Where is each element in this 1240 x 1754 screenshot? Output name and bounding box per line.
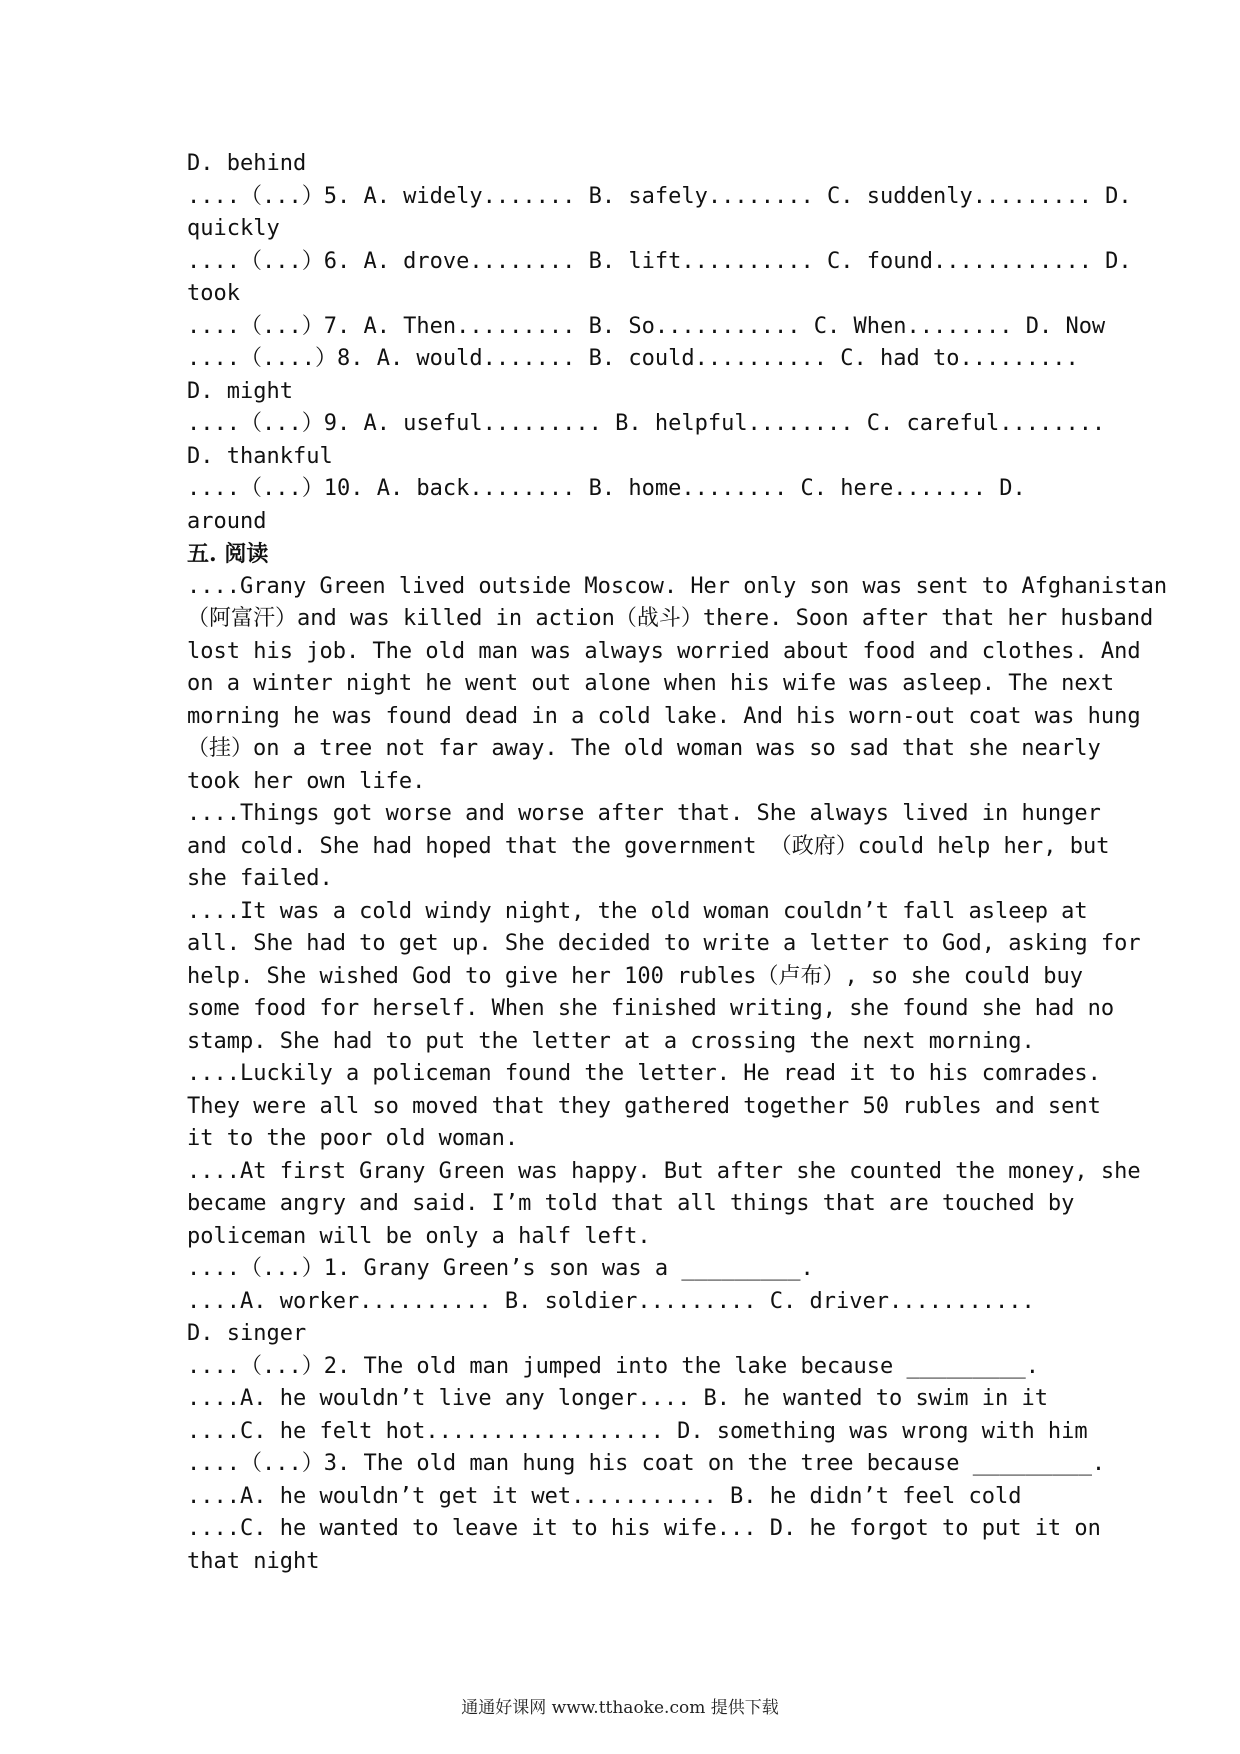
text-line: ....At first Grany Green was happy. But after she counted the money, she (187, 1158, 1141, 1184)
text-line: D. thankful (187, 443, 333, 469)
text-line: it to the poor old woman. (187, 1126, 519, 1151)
section-heading: 五. 阅读 (187, 541, 269, 567)
text-line: ....C. he felt hot.................. D. something was wrong with him (187, 1418, 1088, 1444)
text-line: ....Luckily a policeman found the letter. He read it to his comrades. (187, 1061, 1101, 1086)
text-line: ....（...）6. A. drove........ B. lift.......... C. found............ D. (187, 248, 1132, 274)
text-line: took (187, 281, 240, 306)
text-line: ....（....）8. A. would....... B. could.......... C. had to......... (187, 346, 1079, 371)
text-line: morning he was found dead in a cold lake. And his worn-out coat was hung (187, 703, 1141, 729)
text-line: quickly (187, 216, 280, 241)
text-line: ....（...）7. A. Then......... B. So........... C. When........ D. Now (187, 313, 1106, 339)
text-line: ....It was a cold windy night, the old woman couldn’t fall asleep at (187, 898, 1088, 924)
text-line: （阿富汗）and was killed in action（战斗）there. Soon after that her husband (187, 606, 1154, 631)
text-line: she failed. (187, 866, 333, 891)
text-line: D. behind (187, 151, 307, 176)
text-line: They were all so moved that they gathered together 50 rubles and sent (187, 1093, 1101, 1119)
text-line: lost his job. The old man was always worried about food and clothes. And (187, 638, 1141, 664)
text-line: D. singer (187, 1321, 307, 1346)
text-line: ....（...）10. A. back........ B. home........ C. here....... D. (187, 476, 1026, 501)
text-line: became angry and said. I’m told that all things that are touched by (187, 1191, 1075, 1216)
text-line: ....A. worker.......... B. soldier......... C. driver........... (187, 1288, 1035, 1314)
text-line: ....A. he wouldn’t live any longer.... B. he wanted to swim in it (187, 1386, 1048, 1411)
text-line: some food for herself. When she finished writing, she found she had no (187, 996, 1115, 1021)
text-line: help. She wished God to give her 100 rubles（卢布）, so she could buy (187, 963, 1083, 989)
text-line: stamp. She had to put the letter at a crossing the next morning. (187, 1028, 1035, 1054)
text-line: ....（...）1. Grany Green’s son was a _________. (187, 1256, 814, 1281)
text-line: around (187, 508, 267, 534)
text-line: all. She had to get up. She decided to write a letter to God, asking for (187, 931, 1141, 956)
text-line: policeman will be only a half left. (187, 1223, 651, 1249)
text-line: ....（...）5. A. widely....... B. safely........ C. suddenly......... D. (187, 183, 1132, 209)
page-footer: 通通好课网 www.tthaoke.com 提供下载 (461, 1698, 779, 1718)
text-line: took her own life. (187, 768, 426, 794)
text-line: ....（...）9. A. useful......... B. helpful........ C. careful........ (187, 411, 1106, 436)
text-line: D. might (187, 378, 293, 404)
text-line: ....C. he wanted to leave it to his wife... D. he forgot to put it on (187, 1516, 1101, 1541)
text-line: that night (187, 1548, 320, 1574)
text-line: and cold. She had hoped that the government （政府）could help her, but (187, 833, 1110, 859)
text-line: on a winter night he went out alone when his wife was asleep. The next (187, 671, 1115, 696)
document-body (187, 148, 1168, 1578)
text-line: ....Grany Green lived outside Moscow. Her only son was sent to Afghanistan (187, 573, 1168, 599)
text-line: ....（...）3. The old man hung his coat on the tree because _________. (187, 1451, 1106, 1476)
text-line: ....Things got worse and worse after that. She always lived in hunger (187, 801, 1101, 826)
text-line: ....A. he wouldn’t get it wet........... B. he didn’t feel cold (187, 1483, 1022, 1509)
text-line: ....（...）2. The old man jumped into the lake because _________. (187, 1353, 1039, 1379)
text-line: （挂）on a tree not far away. The old woman was so sad that she nearly (187, 736, 1101, 761)
